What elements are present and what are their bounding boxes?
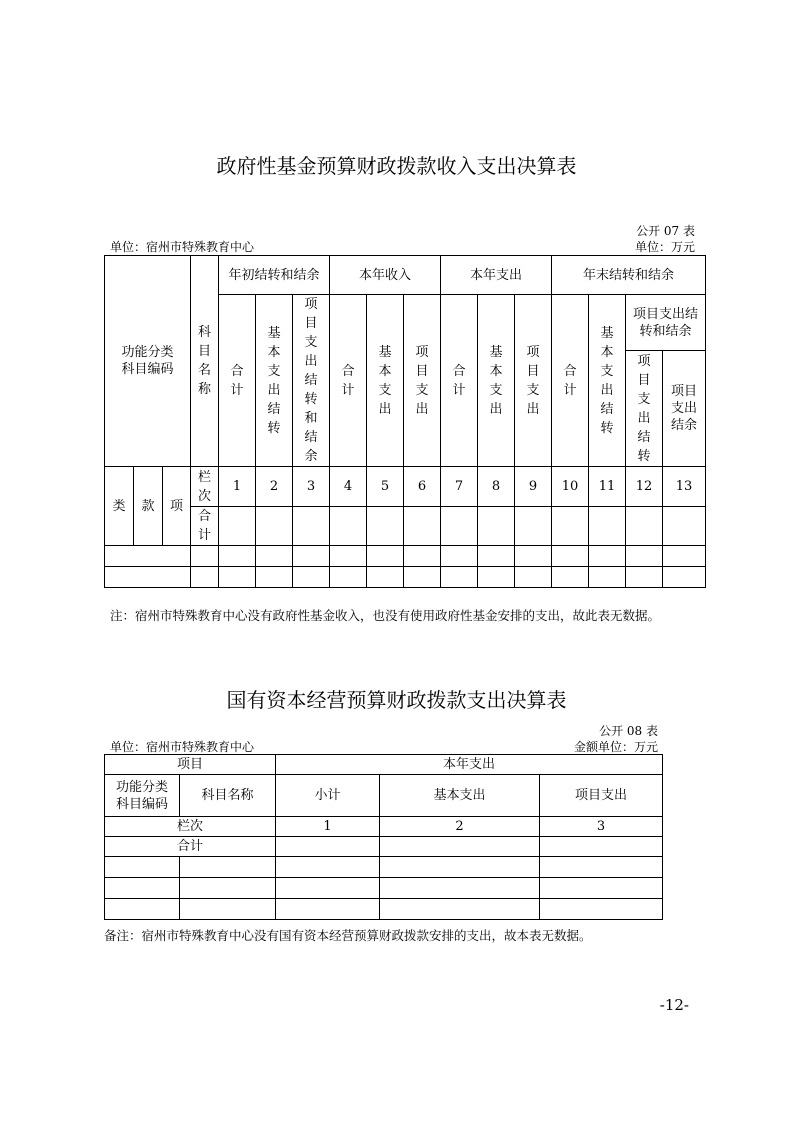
empty-cell xyxy=(380,857,540,878)
empty-cell xyxy=(515,567,552,588)
empty-cell xyxy=(540,837,663,857)
col-num: 13 xyxy=(663,467,706,507)
col-num: 4 xyxy=(330,467,367,507)
table1 xyxy=(104,255,706,588)
header-end-proj-group: 项目支出结转和结余 xyxy=(626,295,706,351)
empty-cell xyxy=(552,546,589,567)
table2-unit-right: 金额单位：万元 xyxy=(573,740,658,754)
table2-note: 备注：宿州市特殊教育中心没有国有资本经营预算财政拨款安排的支出，故本表无数据。 xyxy=(104,928,592,943)
header-subject-name: 科目名称 xyxy=(180,775,276,817)
empty-cell xyxy=(589,567,626,588)
empty-cell xyxy=(219,507,256,546)
header-income-total: 合计 xyxy=(330,295,367,467)
empty-cell xyxy=(441,507,478,546)
empty-cell xyxy=(367,507,404,546)
empty-cell xyxy=(256,546,293,567)
empty-cell xyxy=(276,878,380,899)
empty-cell xyxy=(105,546,191,567)
table1-code: 公开 07 表 xyxy=(636,224,695,238)
col-num: 1 xyxy=(219,467,256,507)
header-income-basic: 基本支出 xyxy=(367,295,404,467)
header-begin-total: 合计 xyxy=(219,295,256,467)
empty-cell xyxy=(626,507,663,546)
col-num: 7 xyxy=(441,467,478,507)
empty-cell xyxy=(626,567,663,588)
header-income-proj: 项目支出 xyxy=(404,295,441,467)
empty-cell xyxy=(540,857,663,878)
empty-cell xyxy=(330,546,367,567)
empty-cell xyxy=(293,546,330,567)
header-begin-proj-carry-balance: 项目支出结转和结余 xyxy=(293,295,330,467)
empty-cell xyxy=(276,837,380,857)
empty-cell xyxy=(191,546,219,567)
empty-cell xyxy=(330,507,367,546)
empty-cell xyxy=(105,857,180,878)
empty-cell xyxy=(404,546,441,567)
header-expense-proj: 项目支出 xyxy=(515,295,552,467)
table-row xyxy=(105,546,706,567)
col-num: 10 xyxy=(552,467,589,507)
empty-cell xyxy=(105,567,191,588)
empty-cell xyxy=(552,567,589,588)
header-group-expense: 本年支出 xyxy=(441,256,552,295)
col-num: 3 xyxy=(293,467,330,507)
empty-cell xyxy=(478,567,515,588)
empty-cell xyxy=(256,507,293,546)
table2-code: 公开 08 表 xyxy=(599,724,658,738)
header-subtotal: 小计 xyxy=(276,775,380,817)
empty-cell xyxy=(626,546,663,567)
table-row xyxy=(105,878,663,899)
empty-cell xyxy=(256,567,293,588)
col-num: 1 xyxy=(276,817,380,837)
header-group-income: 本年收入 xyxy=(330,256,441,295)
col-num: 2 xyxy=(256,467,293,507)
header-group-begin: 年初结转和结余 xyxy=(219,256,330,295)
header-function-code: 功能分类科目编码 xyxy=(105,256,191,467)
page-number: -12- xyxy=(659,996,689,1014)
header-group-end: 年末结转和结余 xyxy=(552,256,706,295)
table2 xyxy=(104,754,663,920)
header-end-proj-carry: 项目支出结转 xyxy=(626,351,663,467)
header-function-code: 功能分类科目编码 xyxy=(105,775,180,817)
empty-cell xyxy=(404,567,441,588)
table-row xyxy=(105,567,706,588)
empty-cell xyxy=(515,546,552,567)
empty-cell xyxy=(441,567,478,588)
empty-cell xyxy=(441,546,478,567)
empty-cell xyxy=(180,899,276,920)
col-num: 8 xyxy=(478,467,515,507)
col-num: 2 xyxy=(380,817,540,837)
row-lanci-label: 栏次 xyxy=(105,817,276,837)
empty-cell xyxy=(293,567,330,588)
header-expense-basic: 基本支出 xyxy=(478,295,515,467)
table1-unit-right: 单位：万元 xyxy=(634,240,695,254)
header-begin-basic-carry: 基本支出结转 xyxy=(256,295,293,467)
empty-cell xyxy=(105,878,180,899)
empty-cell xyxy=(367,546,404,567)
col-num: 5 xyxy=(367,467,404,507)
empty-cell xyxy=(191,567,219,588)
empty-cell xyxy=(105,899,180,920)
header-kuan: 款 xyxy=(134,467,163,546)
header-end-basic-carry: 基本支出结转 xyxy=(589,295,626,467)
col-num: 6 xyxy=(404,467,441,507)
table1-unit-left: 单位：宿州市特殊教育中心 xyxy=(110,240,255,254)
empty-cell xyxy=(589,507,626,546)
empty-cell xyxy=(552,507,589,546)
header-expense-total: 合计 xyxy=(441,295,478,467)
empty-cell xyxy=(663,507,706,546)
empty-cell xyxy=(589,546,626,567)
header-subject-name: 科目名称 xyxy=(191,256,219,467)
empty-cell xyxy=(330,567,367,588)
table1-title: 政府性基金预算财政拨款收入支出决算表 xyxy=(216,154,577,178)
empty-cell xyxy=(540,899,663,920)
empty-cell xyxy=(663,567,706,588)
table1-note: 注：宿州市特殊教育中心没有政府性基金收入，也没有使用政府性基金安排的支出，故此表无数据。 xyxy=(110,608,661,623)
row-heji-label: 合计 xyxy=(191,507,219,546)
col-num: 12 xyxy=(626,467,663,507)
empty-cell xyxy=(219,546,256,567)
empty-cell xyxy=(380,837,540,857)
empty-cell xyxy=(380,878,540,899)
header-xiang: 项 xyxy=(163,467,191,546)
empty-cell xyxy=(276,857,380,878)
row-lanci-label: 栏次 xyxy=(191,467,219,507)
empty-cell xyxy=(663,546,706,567)
empty-cell xyxy=(380,899,540,920)
empty-cell xyxy=(276,899,380,920)
empty-cell xyxy=(293,507,330,546)
empty-cell xyxy=(180,878,276,899)
header-year-expense: 本年支出 xyxy=(276,755,663,775)
table-row xyxy=(105,899,663,920)
col-num: 11 xyxy=(589,467,626,507)
col-num: 3 xyxy=(540,817,663,837)
empty-cell xyxy=(540,878,663,899)
empty-cell xyxy=(404,507,441,546)
empty-cell xyxy=(367,567,404,588)
row-heji-label: 合计 xyxy=(105,837,276,857)
table2-title: 国有资本经营预算财政拨款支出决算表 xyxy=(226,688,567,712)
header-lei: 类 xyxy=(105,467,134,546)
header-end-proj-balance: 项目支出结余 xyxy=(663,351,706,467)
table2-unit-left: 单位：宿州市特殊教育中心 xyxy=(110,740,255,754)
empty-cell xyxy=(478,546,515,567)
header-basic: 基本支出 xyxy=(380,775,540,817)
table-row xyxy=(105,857,663,878)
empty-cell xyxy=(515,507,552,546)
header-end-total: 合计 xyxy=(552,295,589,467)
col-num: 9 xyxy=(515,467,552,507)
empty-cell xyxy=(219,567,256,588)
empty-cell xyxy=(180,857,276,878)
header-proj: 项目支出 xyxy=(540,775,663,817)
empty-cell xyxy=(478,507,515,546)
header-item: 项目 xyxy=(105,755,276,775)
